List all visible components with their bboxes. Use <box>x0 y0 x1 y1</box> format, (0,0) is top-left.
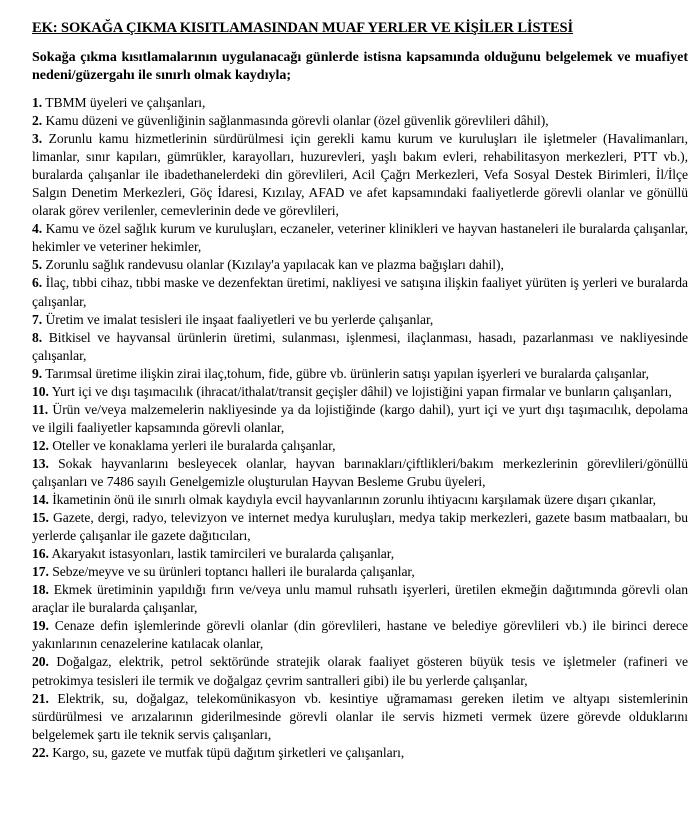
list-item <box>32 329 688 365</box>
list-item-text: Kamu ve özel sağlık kurum ve kuruluşları, eczaneler, veteriner klinikleri ve hayvan hastaneleri ile buralarda çalışanlar, hekimler ve veteriner hekimler, <box>32 221 688 255</box>
list-item-text: Ürün ve/veya malzemelerin nakliyesinde ya da lojistiğinde (kargo dahil), yurt içi ve yurt dışı taşımacılık, depolama ve ilgili faaliyetler kapsamında görevli olanlar, <box>32 401 688 435</box>
list-item-number: 9. <box>32 365 43 381</box>
list-item-number: 10. <box>32 383 49 399</box>
list-item <box>32 220 688 256</box>
list-item-text: Sokak hayvanlarını besleyecek olanlar, hayvan barınakları/çiftlikleri/bakım merkezlerinin görevlileri/gönüllü çalışanları ve 7486 sayılı Genelgemizle oluşturulan Hayvan Besleme Grubu üyeleri, <box>32 455 688 489</box>
list-item <box>32 744 688 762</box>
list-item-number: 15. <box>32 510 49 526</box>
list-item <box>32 311 688 329</box>
list-item <box>32 455 688 491</box>
list-item <box>32 112 688 130</box>
list-item <box>32 274 688 310</box>
list-item-number: 16. <box>32 546 49 562</box>
list-item <box>32 256 688 274</box>
list-item-text: Zorunlu sağlık randevusu olanlar (Kızılay'a yapılacak kan ve plazma bağışları dahil), <box>45 257 504 273</box>
list-item <box>32 365 688 383</box>
list-item-text: İlaç, tıbbi cihaz, tıbbi maske ve dezenfektan üretimi, nakliyesi ve satışına ilişkin faaliyet yürüten iş yerleri ve buralarda çalışanlar, <box>32 275 688 309</box>
list-item <box>32 401 688 437</box>
list-item-number: 21. <box>32 690 49 706</box>
list-item-number: 22. <box>32 744 49 760</box>
list-item <box>32 383 688 401</box>
list-item <box>32 491 688 509</box>
exemption-list <box>32 94 688 762</box>
list-item-number: 17. <box>32 564 49 580</box>
list-item-number: 5. <box>32 257 43 273</box>
list-item-text: Kamu düzeni ve güvenliğinin sağlanmasında görevli olanlar (özel güvenlik görevlileri dâhil), <box>45 113 549 129</box>
list-item-number: 3. <box>32 131 43 147</box>
list-item <box>32 94 688 112</box>
list-item-number: 6. <box>32 275 43 291</box>
list-item-number: 4. <box>32 221 43 237</box>
list-item-text: Cenaze defin işlemlerinde görevli olanlar (din görevlileri, hastane ve belediye görevlileri vb.) ile birinci derece yakınlarının cenazelerine katılacak olanlar, <box>32 618 688 652</box>
list-item-text: Bitkisel ve hayvansal ürünlerin üretimi, sulanması, işlenmesi, ilaçlanması, hasadı, pazarlanması ve nakliyesinde çalışanlar, <box>32 329 688 363</box>
list-item-number: 20. <box>32 654 49 670</box>
list-item-number: 7. <box>32 311 43 327</box>
list-item-text: Elektrik, su, doğalgaz, telekomünikasyon vb. kesintiye uğramaması gereken iletim ve altyapı sistemlerinin sürdürülmesi ve arızalarının giderilmesinde görevli olanlar ile servis hizmeti vermek üzere görevde olduklarını belgelemek şartı ile teknik servis çalışanları, <box>32 690 688 742</box>
list-item <box>32 509 688 545</box>
list-item-text: Oteller ve konaklama yerleri ile buralarda çalışanlar, <box>52 437 336 453</box>
list-item-number: 13. <box>32 455 49 471</box>
list-item-text: Ekmek üretiminin yapıldığı fırın ve/veya unlu mamul ruhsatlı işyerleri, üretilen ekmeğin dağıtımında görevli olan araçlar ile buralarda çalışanlar, <box>32 582 688 616</box>
list-item-text: Yurt içi ve dışı taşımacılık (ihracat/ithalat/transit geçişler dâhil) ve lojistiğini yapan firmalar ve bunların çalışanları, <box>51 383 672 399</box>
list-item-number: 14. <box>32 492 49 508</box>
list-item-number: 18. <box>32 582 49 598</box>
list-item-text: Kargo, su, gazete ve mutfak tüpü dağıtım şirketleri ve çalışanları, <box>52 744 405 760</box>
document-intro: Sokağa çıkma kısıtlamalarının uygulanacağı günlerde istisna kapsamında olduğunu belgelemek ve muafiyet nedeni/güzergahı ile sınırlı olmak kaydıyla; <box>32 50 688 83</box>
list-item-number: 1. <box>32 95 43 110</box>
list-item-text: İkametinin önü ile sınırlı olmak kaydıyla evcil hayvanlarının zorunlu ihtiyacını karşılamak üzere dışarı çıkanlar, <box>52 492 656 508</box>
list-item-text: Akaryakıt istasyonları, lastik tamircileri ve buralarda çalışanlar, <box>51 546 395 562</box>
list-item <box>32 130 688 220</box>
list-item <box>32 545 688 563</box>
list-item-text: TBMM üyeleri ve çalışanları, <box>45 95 206 110</box>
list-item <box>32 617 688 653</box>
list-item-text: Zorunlu kamu hizmetlerinin sürdürülmesi için gerekli kamu kurum ve kuruluşları ile işletmeler (Havalimanları, limanlar, sınır kapıları, gümrükler, karayolları, huzurevleri, yaşlı bakım evleri, rehabilitasyon merkezleri, PTT vb.), buralarda çalışanlar ile ibadethanelerdeki din görevlileri, Acil Çağrı Merkezleri, Vefa Sosyal Destek Birimleri, İl/İlçe Salgın Denetim Merkezleri, Göç İdaresi, Kızılay, AFAD ve afet kapsamındaki faaliyetlerde görevli olanlar ve gönüllü olarak görev verilenler, cemevlerinin dede ve görevlileri, <box>32 131 688 219</box>
list-item-number: 19. <box>32 618 49 634</box>
list-item <box>32 563 688 581</box>
list-item-number: 12. <box>32 437 49 453</box>
list-item <box>32 690 688 744</box>
list-item <box>32 653 688 689</box>
list-item-text: Üretim ve imalat tesisleri ile inşaat faaliyetleri ve bu yerlerde çalışanlar, <box>45 311 434 327</box>
list-item-number: 11. <box>32 401 49 417</box>
list-item <box>32 581 688 617</box>
list-item-number: 8. <box>32 329 43 345</box>
list-item-number: 2. <box>32 113 43 129</box>
list-item-text: Sebze/meyve ve su ürünleri toptancı halleri ile buralarda çalışanlar, <box>52 564 415 580</box>
list-item <box>32 437 688 455</box>
list-item-text: Doğalgaz, elektrik, petrol sektöründe stratejik olarak faaliyet gösteren büyük tesis ve işletmeler (rafineri ve petrokimya tesisleri ile termik ve doğalgaz çevrim santralleri gibi) ile bu yerlerde çalışanlar, <box>32 654 688 688</box>
list-item-text: Tarımsal üretime ilişkin zirai ilaç,tohum, fide, gübre vb. ürünlerin satışı yapılan işyerleri ve buralarda çalışanlar, <box>45 365 649 381</box>
list-item-text: Gazete, dergi, radyo, televizyon ve internet medya kuruluşları, medya takip merkezleri, gazete basım matbaaları, bu yerlerde çalışanlar ile gazete dağıtıcıları, <box>32 510 689 544</box>
document-title: EK: SOKAĞA ÇIKMA KISITLAMASINDAN MUAF YERLER VE KİŞİLER LİSTESİ <box>32 20 574 36</box>
